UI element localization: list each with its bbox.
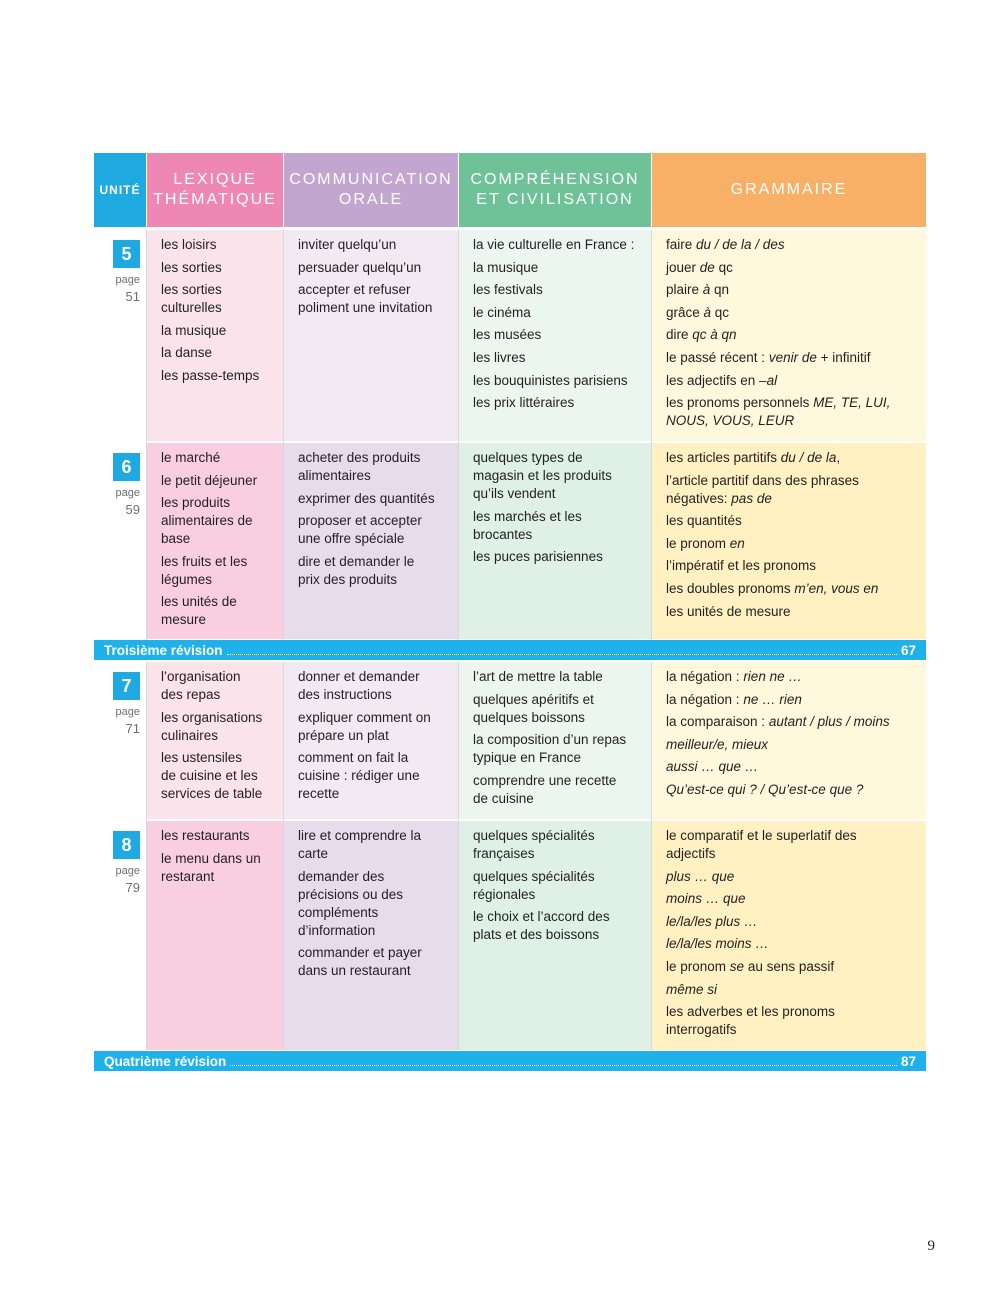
unit-7-comprehension-cell <box>459 662 651 819</box>
lexique-item: le menu dans un restarant <box>161 850 261 884</box>
unit-5-unit-cell <box>94 230 146 441</box>
communication-item: proposer et accepter une offre spéciale <box>298 513 422 547</box>
unit-6-comprehension-cell <box>459 443 651 639</box>
column-divider <box>651 230 652 641</box>
unit-6-grammaire-cell <box>652 443 926 639</box>
unit-7-communication-cell <box>284 662 458 819</box>
comprehension-item: les livres <box>473 349 526 365</box>
grammaire-item: l’article partitif dans des phrases négatives: pas de <box>666 472 859 506</box>
communication-item: demander des précisions ou des compléments d’information <box>298 868 404 938</box>
lexique-item: les produits alimentaires de base <box>161 495 253 547</box>
comprehension-item: la vie culturelle en France : <box>473 237 635 252</box>
header-comprehension <box>459 153 651 227</box>
revision-page: 67 <box>900 642 916 658</box>
grammaire-item: plus … que <box>666 868 735 884</box>
leader-dots <box>230 1065 897 1066</box>
lexique-item: le marché <box>161 450 221 465</box>
comprehension-item: quelques apéritifs et quelques boissons <box>473 691 594 725</box>
comprehension-item: les marchés et les brocantes <box>473 508 582 542</box>
unit-number-badge[interactable]: 6 <box>113 453 140 481</box>
grammaire-item: même si <box>666 981 718 997</box>
lexique-item: les restaurants <box>161 828 250 843</box>
lexique-item: les ustensiles de cuisine et les services de table <box>161 750 263 802</box>
comprehension-item: l’art de mettre la table <box>473 669 603 684</box>
page-word-label: page <box>115 706 140 718</box>
header-lexique-line1: LEXIQUE <box>173 171 257 188</box>
header-communication <box>284 153 458 227</box>
unit-page-number: 51 <box>125 289 140 304</box>
grammaire-item: le comparatif et le superlatif des adjectifs <box>666 828 857 861</box>
lexique-item: les sorties culturelles <box>161 282 222 316</box>
column-divider <box>283 230 284 641</box>
comprehension-item: quelques types de magasin et les produits qu’ils vendent <box>473 450 612 501</box>
communication-item: expliquer comment on prépare un plat <box>298 709 431 743</box>
lexique-item: les passe-temps <box>161 367 260 383</box>
unit-8-communication-cell <box>284 821 458 1050</box>
header-unite-label: UNITÉ <box>99 183 141 197</box>
grammaire-item: Qu’est-ce qui ? / Qu’est-ce que ? <box>666 781 864 797</box>
lexique-item: la musique <box>161 322 227 338</box>
communication-item: accepter et refuser poliment une invitation <box>298 282 433 316</box>
grammaire-item: les quantités <box>666 513 742 529</box>
lexique-item: l’organisation des repas <box>161 669 241 702</box>
communication-item: inviter quelqu’un <box>298 237 397 252</box>
column-divider <box>458 662 459 1050</box>
lexique-item: les sorties <box>161 259 222 275</box>
unit-8-comprehension-cell <box>459 821 651 1050</box>
revision-bar-quatrieme[interactable] <box>94 1051 926 1071</box>
comprehension-item: les festivals <box>473 282 543 298</box>
grammaire-item: la négation : ne … rien <box>666 691 802 707</box>
grammaire-item: faire du / de la / des <box>666 237 785 252</box>
unit-page-number: 71 <box>125 721 140 736</box>
grammaire-item: le pronom en <box>666 535 745 551</box>
unit-7-unit-cell <box>94 662 146 819</box>
communication-item: commander et payer dans un restaurant <box>298 945 422 979</box>
comprehension-item: les puces parisiennes <box>473 549 603 565</box>
grammaire-item: le/la/les plus … <box>666 913 758 929</box>
grammaire-item: meilleur/e, mieux <box>666 736 769 752</box>
unit-5-lexique-cell <box>147 230 283 441</box>
communication-item: persuader quelqu’un <box>298 259 422 275</box>
unit-8-grammaire-cell <box>652 821 926 1050</box>
unit-page-number: 59 <box>125 502 140 517</box>
grammaire-item: le/la/les moins … <box>666 936 769 952</box>
page-number: 9 <box>927 1238 935 1254</box>
grammaire-item: l’impératif et les pronoms <box>666 558 817 574</box>
header-grammaire <box>652 153 926 227</box>
grammaire-item: le passé récent : venir de + infinitif <box>666 349 871 365</box>
unit-number-badge[interactable]: 7 <box>113 672 140 700</box>
unit-6-communication-cell <box>284 443 458 639</box>
revision-label: Troisième révision <box>104 642 223 658</box>
unit-5-communication-cell <box>284 230 458 441</box>
comprehension-item: la composition d’un repas typique en France <box>473 732 627 766</box>
page-word-label: page <box>115 274 140 286</box>
leader-dots <box>227 654 897 655</box>
grammaire-item: les adverbes et les pronoms interrogatifs <box>666 1004 835 1038</box>
grammaire-item: jouer de qc <box>666 259 733 275</box>
communication-item: exprimer des quantités <box>298 490 435 506</box>
header-lexique <box>147 153 283 227</box>
lexique-item: les fruits et les légumes <box>161 553 248 587</box>
communication-item: donner et demander des instructions <box>298 669 420 702</box>
unit-6-unit-cell <box>94 443 146 639</box>
header-unite <box>94 153 146 227</box>
grammaire-item: grâce à qc <box>666 304 730 320</box>
unit-8-unit-cell <box>94 821 146 1050</box>
comprehension-item: les musées <box>473 327 542 343</box>
unit-page-number: 79 <box>125 880 140 895</box>
grammaire-item: les adjectifs en –al <box>666 372 778 388</box>
header-communication-line2: ORALE <box>338 191 404 208</box>
header-communication-line1: COMMUNICATION <box>289 171 453 188</box>
grammaire-item: les unités de mesure <box>666 603 791 619</box>
unit-7-grammaire-cell <box>652 662 926 819</box>
grammaire-item: dire qc à qn <box>666 327 737 343</box>
comprehension-item: comprendre une recette de cuisine <box>473 772 617 806</box>
lexique-item: la danse <box>161 345 213 361</box>
communication-item: lire et comprendre la carte <box>298 828 422 861</box>
revision-page: 87 <box>900 1053 916 1069</box>
lexique-item: les unités de mesure <box>161 594 237 628</box>
grammaire-item: les pronoms personnels ME, TE, LUI, NOUS, VOUS, LEUR <box>666 395 891 429</box>
grammaire-item: moins … que <box>666 891 746 907</box>
unit-5-comprehension-cell <box>459 230 651 441</box>
grammaire-item: la comparaison : autant / plus / moins <box>666 714 890 730</box>
page-word-label: page <box>115 865 140 877</box>
unit-number-badge[interactable]: 8 <box>113 831 140 859</box>
column-divider <box>651 662 652 1050</box>
header-comprehension-line2: ET CIVILISATION <box>476 191 634 208</box>
column-divider <box>283 662 284 1050</box>
comprehension-item: le cinéma <box>473 304 531 320</box>
communication-item: acheter des produits alimentaires <box>298 450 421 483</box>
grammaire-item: plaire à qn <box>666 282 730 298</box>
header-grammaire-label: GRAMMAIRE <box>730 181 848 198</box>
communication-item: comment on fait la cuisine : rédiger une recette <box>298 750 420 802</box>
unit-6-lexique-cell <box>147 443 283 639</box>
unit-5-grammaire-cell <box>652 230 926 441</box>
grammaire-item: aussi … que … <box>666 759 759 775</box>
column-divider <box>458 230 459 641</box>
comprehension-item: le choix et l’accord des plats et des boissons <box>473 909 610 943</box>
column-divider <box>146 662 147 1050</box>
comprehension-item: quelques spécialités régionales <box>473 868 595 902</box>
lexique-item: les organisations culinaires <box>161 709 263 743</box>
header-comprehension-line1: COMPRÉHENSION <box>470 171 640 188</box>
page-word-label: page <box>115 487 140 499</box>
communication-item: dire et demander le prix des produits <box>298 553 415 587</box>
grammaire-item: la négation : rien ne … <box>666 669 802 684</box>
header-lexique-line2: THÉMATIQUE <box>153 191 277 208</box>
unit-8-lexique-cell <box>147 821 283 1050</box>
lexique-item: les loisirs <box>161 237 217 252</box>
lexique-item: le petit déjeuner <box>161 472 258 488</box>
unit-7-lexique-cell <box>147 662 283 819</box>
comprehension-item: les prix littéraires <box>473 395 575 411</box>
grammaire-item: les doubles pronoms m’en, vous en <box>666 580 879 596</box>
comprehension-item: les bouquinistes parisiens <box>473 372 628 388</box>
comprehension-item: la musique <box>473 259 539 275</box>
column-divider <box>146 230 147 641</box>
comprehension-item: quelques spécialités françaises <box>473 828 595 861</box>
grammaire-item: les articles partitifs du / de la, <box>666 450 841 465</box>
revision-label: Quatrième révision <box>104 1053 227 1069</box>
unit-number-badge[interactable]: 5 <box>113 240 140 268</box>
grammaire-item: le pronom se au sens passif <box>666 958 835 974</box>
revision-bar-troisieme[interactable] <box>94 640 926 660</box>
